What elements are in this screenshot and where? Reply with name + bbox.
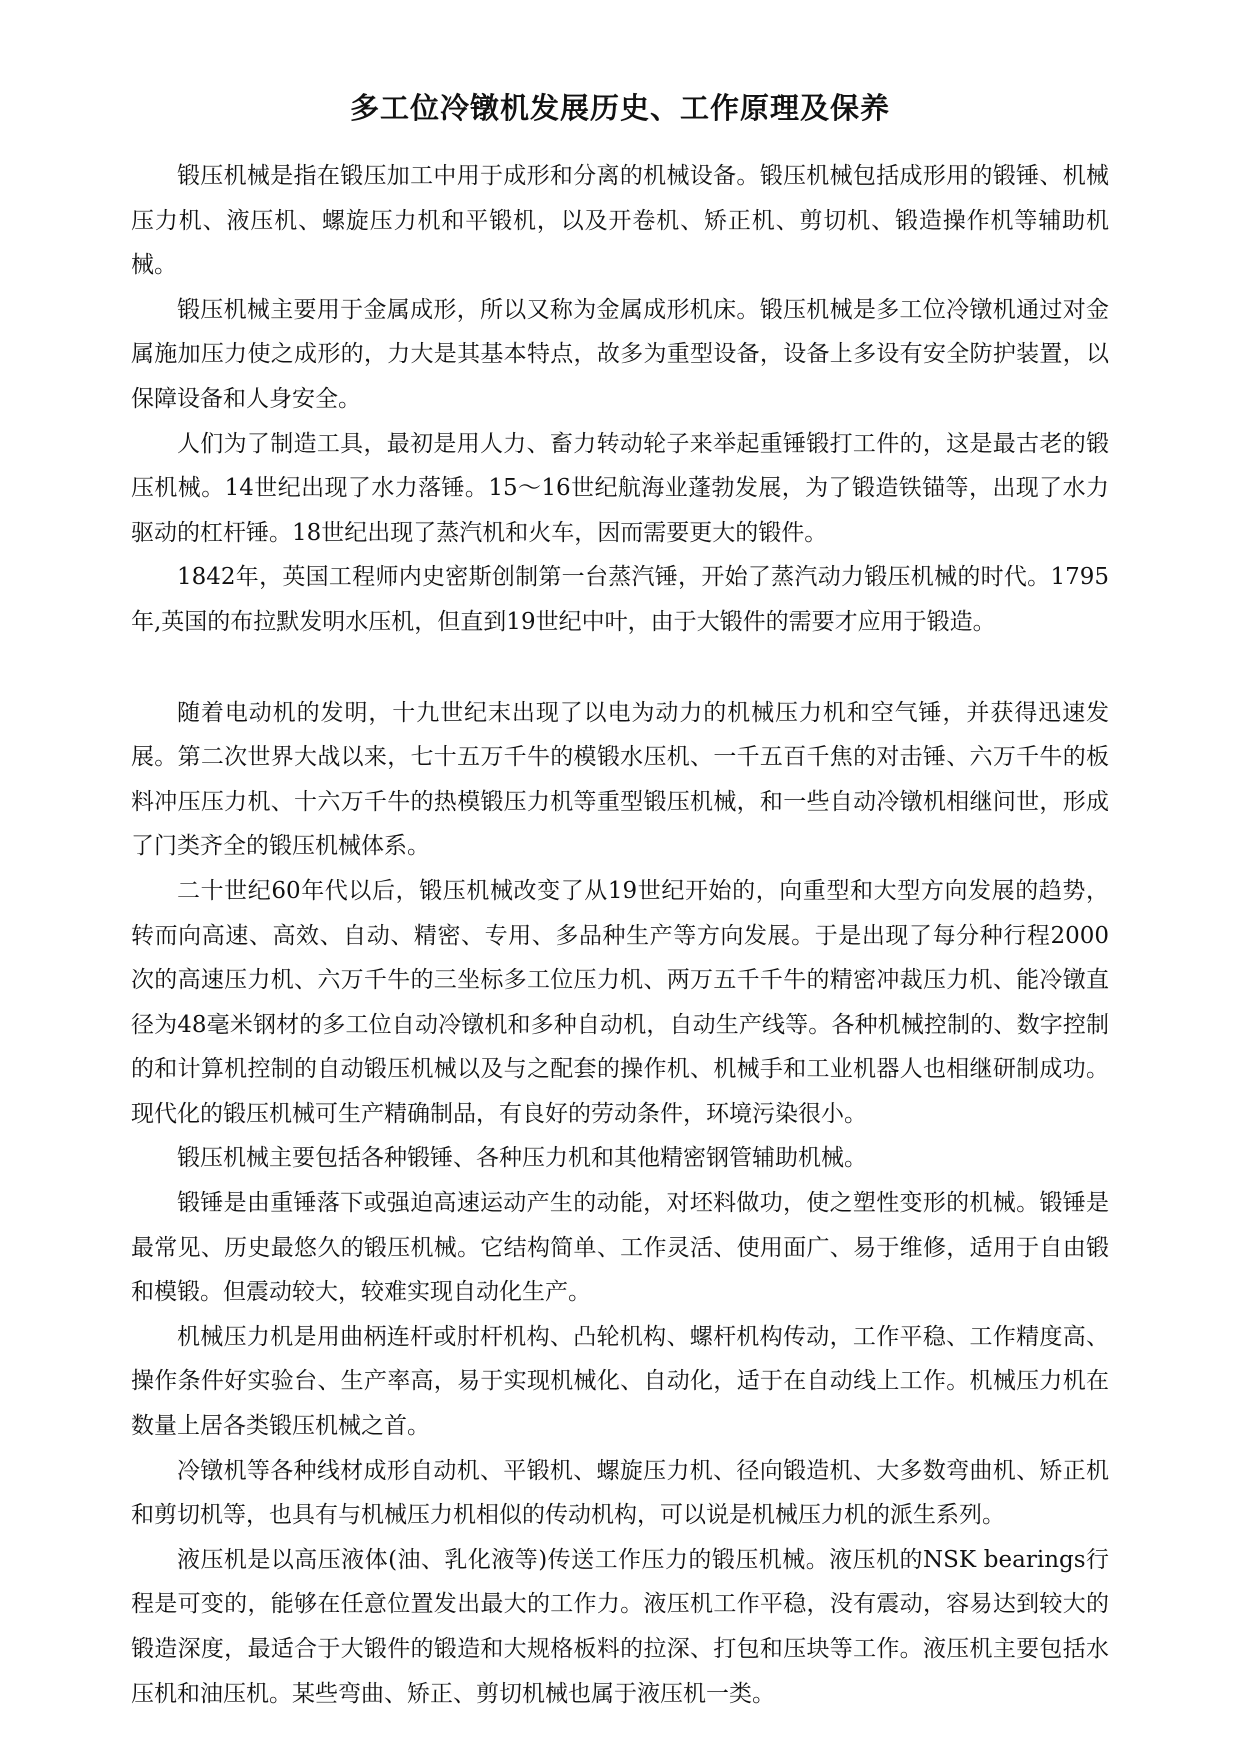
- paragraph-machinery-types: 锻压机械主要包括各种锻锤、各种压力机和其他精密钢管辅助机械。: [177, 1145, 867, 1172]
- paragraph-1960s-development: 二十世纪60年代以后，锻压机械改变了从19世纪开始的，向重型和大型方向发展的趋势，转而向高速、高效、自动、精密、专用、多品种生产等方向发展。于是出现了每分种行程2000次的高速压力机、六万千牛的三坐标多工位压力机、两万五千千牛的精密冲裁压力机、能冷镦直径为48毫米钢材的多工位自动冷镦机和多种自动机，自动生产线等。各种机械控制的、数字控制的和计算机控制的自动锻压机械以及与之配套的操作机、机械手和工业机器人也相继研制成功。现代化的锻压机械可生产精确制品，有良好的劳动条件，环境污染很小。: [131, 877, 1109, 1127]
- paragraph-steam-hammer-era: 1842年，英国工程师内史密斯创制第一台蒸汽锤，开始了蒸汽动力锻压机械的时代。1795年,英国的布拉默发明水压机，但直到19世纪中叶，由于大锻件的需要才应用于锻造。: [131, 564, 1109, 635]
- paragraph-hydraulic-press: 液压机是以高压液体(油、乳化液等)传送工作压力的锻压机械。液压机的NSK bearings行程是可变的，能够在任意位置发出最大的工作力。液压机工作平稳，没有震动，容易达到较大的锻造深度，最适合于大锻件的锻造和大规格板料的拉深、打包和压块等工作。液压机主要包括水压机和油压机。某些弯曲、矫正、剪切机械也属于液压机一类。: [131, 1546, 1109, 1707]
- paragraph-metal-forming-machine-tools: 锻压机械主要用于金属成形，所以又称为金属成形机床。锻压机械是多工位冷镦机通过对金属施加压力使之成形的，力大是其基本特点，故多为重型设备，设备上多设有安全防护装置，以保障设备和人身安全。: [131, 296, 1109, 412]
- paragraph-electric-motor-development: 随着电动机的发明，十九世纪末出现了以电为动力的机械压力机和空气锤，并获得迅速发展。第二次世界大战以来，七十五万千牛的模锻水压机、一千五百千焦的对击锤、六万千牛的板料冲压压力机、十六万千牛的热模锻压力机等重型锻压机械，和一些自动冷镦机相继问世，形成了门类齐全的锻压机械体系。: [131, 699, 1109, 860]
- paragraph-mechanical-press: 机械压力机是用曲柄连杆或肘杆机构、凸轮机构、螺杆机构传动，工作平稳、工作精度高、操作条件好实验台、生产率高，易于实现机械化、自动化，适于在自动线上工作。机械压力机在数量上居各类锻压机械之首。: [131, 1323, 1109, 1440]
- paragraph-early-history: 人们为了制造工具，最初是用人力、畜力转动轮子来举起重锤锻打工件的，这是最古老的锻压机械。14世纪出现了水力落锤。15～16世纪航海业蓬勃发展，为了锻造铁锚等，出现了水力驱动的杠杆锤。18世纪出现了蒸汽机和火车，因而需要更大的锻件。: [131, 430, 1109, 546]
- paragraph-forging-machinery-definition: 锻压机械是指在锻压加工中用于成形和分离的机械设备。锻压机械包括成形用的锻锤、机械压力机、液压机、螺旋压力机和平锻机，以及开卷机、矫正机、剪切机、锻造操作机等辅助机械。: [131, 163, 1109, 279]
- document-title: 多工位冷镦机发展历史、工作原理及保养: [349, 91, 890, 125]
- paragraph-cold-header-derivatives: 冷镦机等各种线材成形自动机、平锻机、螺旋压力机、径向锻造机、大多数弯曲机、矫正机和剪切机等，也具有与机械压力机相似的传动机构，可以说是机械压力机的派生系列。: [131, 1457, 1109, 1529]
- document-body: [131, 154, 1109, 1716]
- paragraph-forging-hammer: 锻锤是由重锤落下或强迫高速运动产生的动能，对坯料做功，使之塑性变形的机械。锻锤是最常见、历史最悠久的锻压机械。它结构简单、工作灵活、使用面广、易于维修，适用于自由锻和模锻。但震动较大，较难实现自动化生产。: [131, 1190, 1109, 1306]
